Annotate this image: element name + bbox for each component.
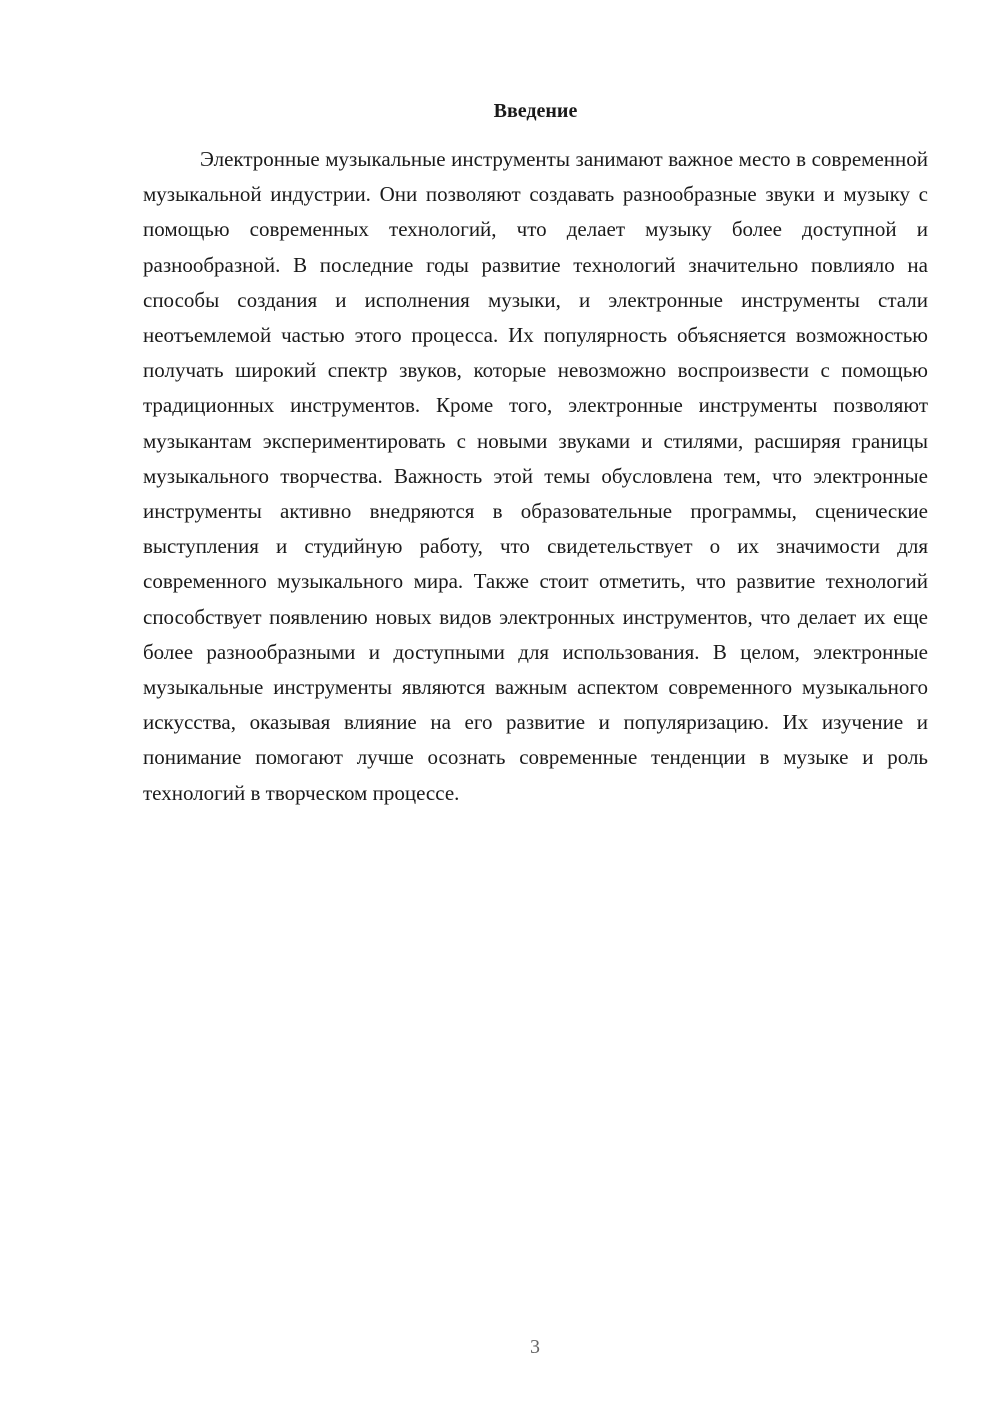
body-paragraph: Электронные музыкальные инструменты занимают важное место в современной музыкальной индустрии. Они позволяют создавать разнообразные звуки и музыку с помощью современных технологий, что делает музыку более доступной и разнообразной. В последние годы развитие технологий значительно повлияло на способы создания и исполнения музыки, и электронные инструменты стали неотъемлемой частью этого процесса. Их популярность объясняется возможностью получать широкий спектр звуков, которые невозможно воспроизвести с помощью традиционных инструментов. Кроме того, электронные инструменты позволяют музыкантам экспериментировать с новыми звуками и стилями, расширяя границы музыкального творчества. Важность этой темы обусловлена тем, что электронные инструменты активно внедряются в образовательные программы, сценические выступления и студийную работу, что свидетельствует о их значимости для современного музыкального мира. Также стоит отметить, что развитие технологий способствует появлению новых видов электронных инструментов, что делает их еще более разнообразными и доступными для использования. В целом, электронные музыкальные инструменты являются важным аспектом современного музыкального искусства, оказывая влияние на его развитие и популяризацию. Их изучение и понимание помогают лучше осознать современные тенденции в музыке и роль технологий в творческом процессе. xyxy=(143,147,928,805)
section-title: Введение xyxy=(493,100,578,122)
page-number: 3 xyxy=(530,1336,540,1358)
